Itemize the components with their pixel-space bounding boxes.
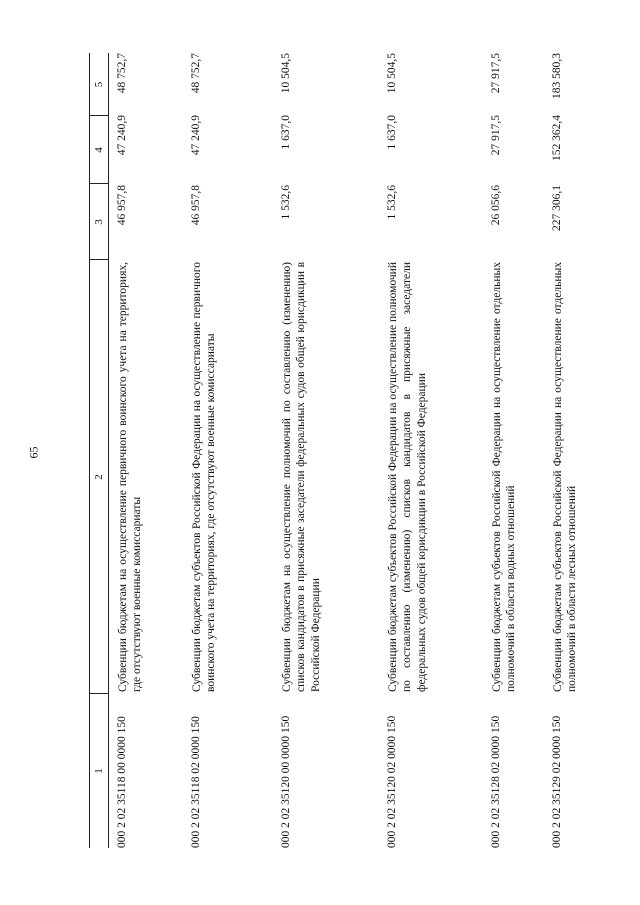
row-value-col3: 227 306,1 [551,185,563,231]
row-value-col5: 183 580,3 [551,53,563,99]
row-value-col4: 47 240,9 [190,115,202,156]
row-code: 000 2 02 35128 02 0000 150 [490,715,502,848]
row-name: Субвенции бюджетам субъектов Российской Федерации на осуществление первичного воинского учета на территориях, где отсутствуют военные комиссариаты [191,262,218,692]
row-value-col5: 27 917,5 [490,53,502,94]
row-value-col5: 48 752,7 [116,53,128,94]
header-underline [108,53,109,848]
page-number: 65 [26,446,41,459]
row-value-col4: 152 362,4 [551,115,563,161]
header-divider [90,693,108,694]
row-name: Субвенции бюджетам субъектов Российской Федерации на осуществление отдельных полномочий в области лесных отношений [552,262,579,692]
header-divider [90,183,108,184]
budget-table [89,53,610,848]
row-value-col5: 10 504,5 [280,53,292,94]
table-rotated-wrapper [89,53,609,848]
row-value-col4: 27 917,5 [490,115,502,156]
header-col-5: 5 [93,81,105,88]
row-code: 000 2 02 35118 02 0000 150 [190,716,202,848]
row-value-col3: 46 957,8 [116,185,128,226]
row-code: 000 2 02 35120 02 0000 150 [386,715,398,848]
row-value-col4: 47 240,9 [116,115,128,156]
row-value-col4: 1 637,0 [280,115,292,150]
row-value-col3: 1 532,6 [280,185,292,220]
row-value-col3: 26 056,6 [490,185,502,226]
header-divider [90,115,108,116]
header-col-4: 4 [93,147,105,153]
header-col-3: 3 [93,219,105,225]
row-name: Субвенции бюджетам субъектов Российской Федерации на осуществление полномочий по составлению (изменению) списков кандидатов в присяжные заседатели федеральных судов общей юрисдикции в Российской Федерации [387,262,428,692]
row-name: Субвенции бюджетам на осуществление первичного воинского учета на территориях, где отсутствуют военные комиссариаты [117,262,144,692]
header-divider [90,259,108,260]
row-value-col5: 10 504,5 [386,53,398,94]
row-code: 000 2 02 35129 02 0000 150 [551,715,563,848]
row-code: 000 2 02 35120 00 0000 150 [280,715,292,848]
header-col-2: 2 [93,474,105,480]
row-value-col3: 1 532,6 [386,185,398,220]
header-col-1: 1 [93,768,105,774]
row-code: 000 2 02 35118 00 0000 150 [116,716,128,848]
row-name: Субвенции бюджетам на осуществление полномочий по составлению (изменению) списков кандидатов в присяжные заседатели федеральных судов общей юрисдикции в Российской Федерации [281,262,322,692]
row-name: Субвенции бюджетам субъектов Российской Федерации на осуществление отдельных полномочий в области водных отношений [491,262,518,692]
row-value-col5: 48 752,7 [190,53,202,94]
row-value-col3: 46 957,8 [190,185,202,226]
row-value-col4: 1 637,0 [386,115,398,150]
